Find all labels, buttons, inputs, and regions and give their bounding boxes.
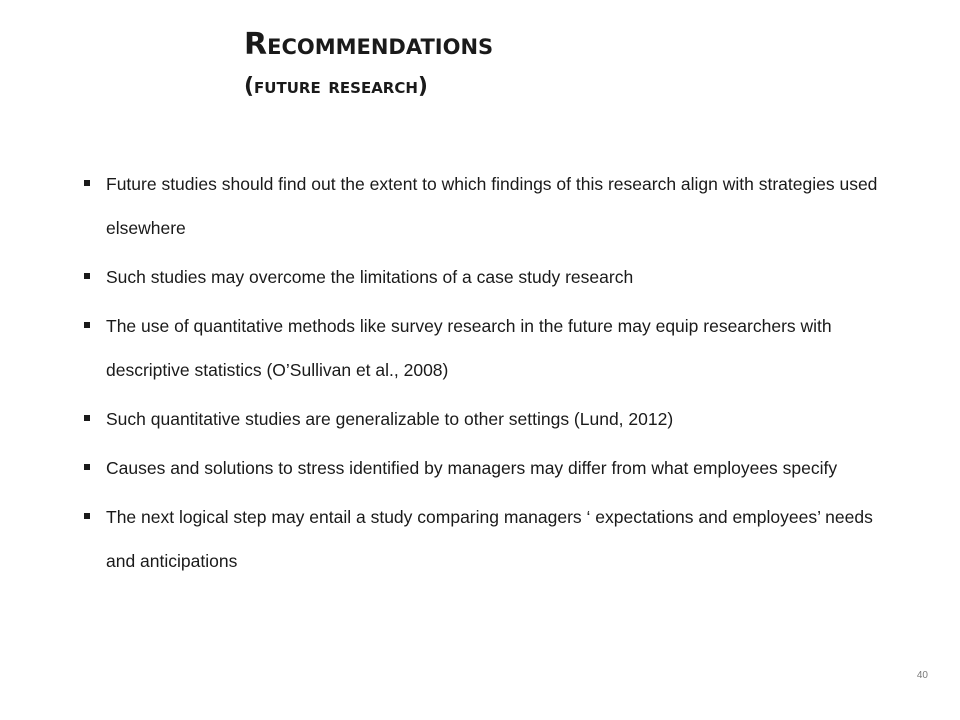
square-bullet-icon [84, 322, 90, 328]
bullet-item [82, 255, 902, 299]
square-bullet-icon [84, 273, 90, 279]
bullet-item [82, 304, 902, 392]
square-bullet-icon [84, 513, 90, 519]
square-bullet-icon [84, 180, 90, 186]
title-block [244, 22, 493, 102]
square-bullet-icon [84, 415, 90, 421]
slide-title: Recommendations [244, 27, 494, 62]
bullet-item [82, 446, 902, 490]
page-number: 40 [916, 670, 928, 681]
square-bullet-icon [84, 464, 90, 470]
bullet-item [82, 397, 902, 441]
bullet-text: Future studies should find out the extent to which findings of this research align with strategies used elsewhere [106, 174, 878, 238]
bullet-text: Such studies may overcome the limitations of a case study research [106, 267, 634, 287]
bullet-item [82, 495, 902, 583]
bullet-list [82, 162, 902, 588]
slide-subtitle: (future research) [244, 74, 428, 99]
bullet-text: Such quantitative studies are generalizable to other settings (Lund, 2012) [106, 409, 674, 429]
bullet-text: Causes and solutions to stress identified by managers may differ from what employees specify [106, 458, 838, 478]
bullet-item [82, 162, 902, 250]
bullet-text: The use of quantitative methods like survey research in the future may equip researchers with descriptive statistics (O’Sullivan et al., 2008) [106, 316, 832, 380]
bullet-text: The next logical step may entail a study comparing managers ‘ expectations and employees’ needs and anticipations [106, 507, 873, 571]
